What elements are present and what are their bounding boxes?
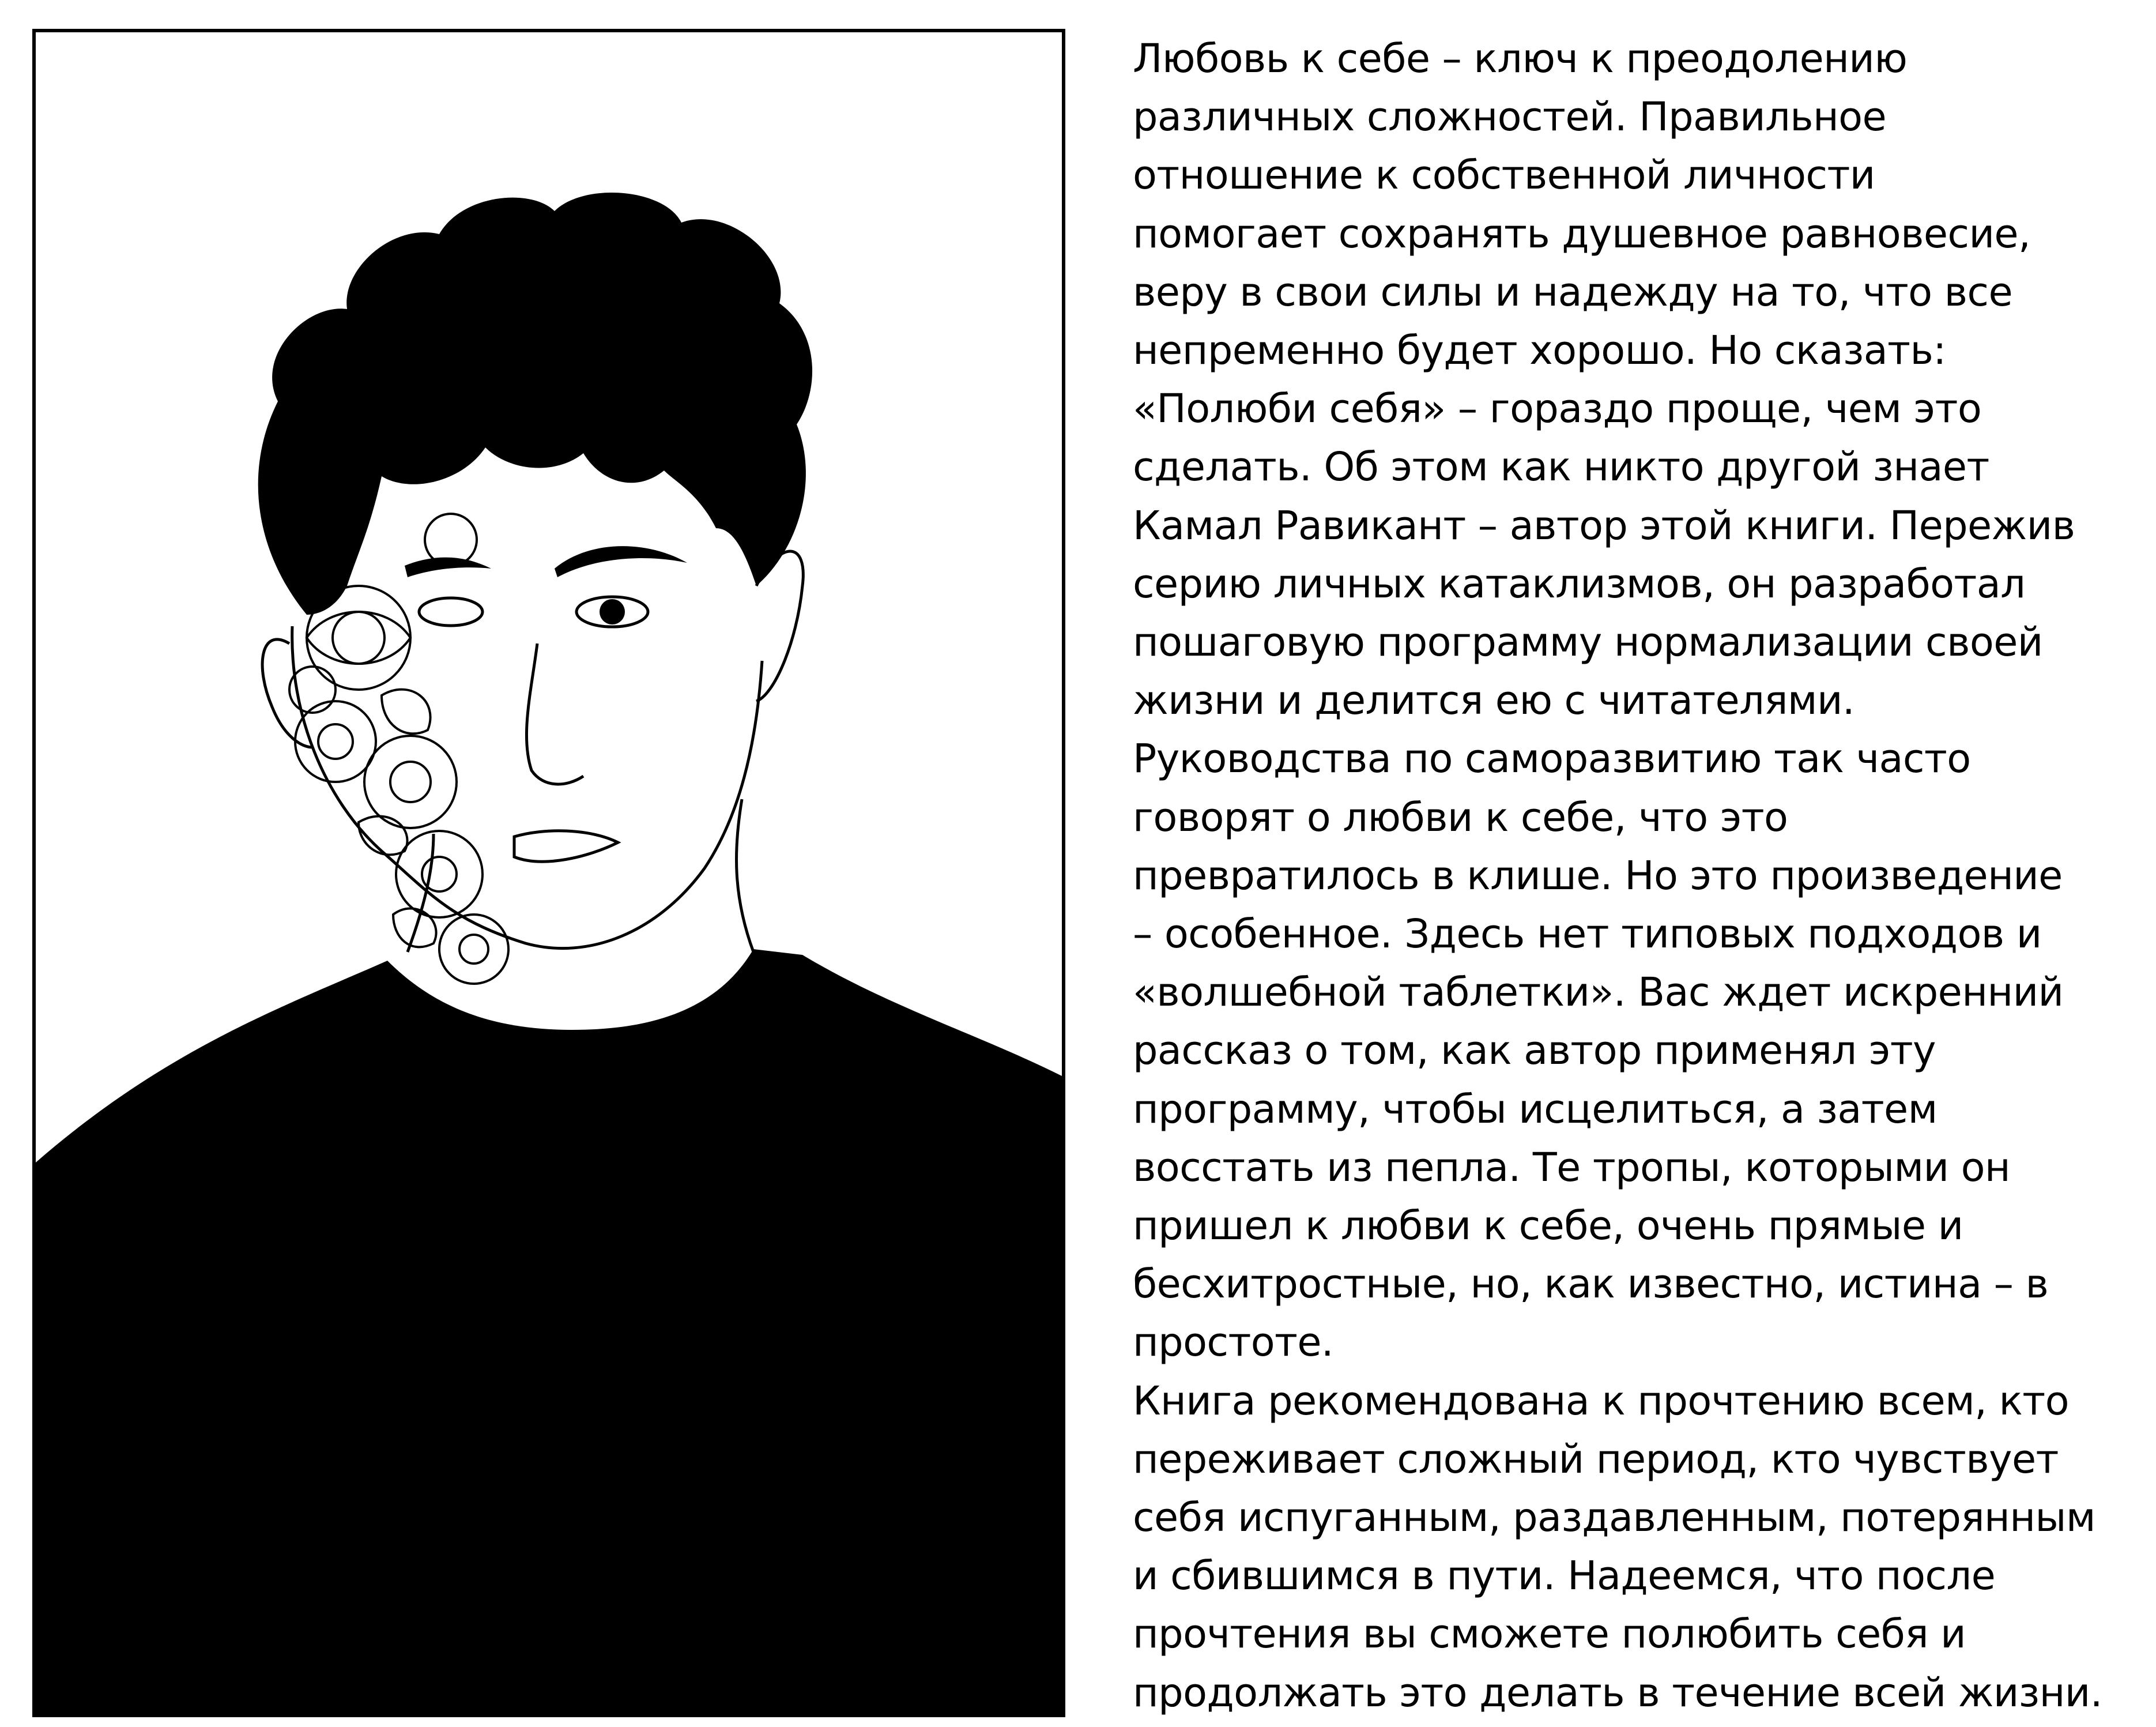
description-line: различных сложностей. Правильное [1133, 94, 1887, 141]
lips [514, 831, 618, 861]
left-ear [262, 639, 312, 747]
eyebrow-right [555, 546, 687, 577]
description-line: восстать из пепла. Те тропы, которыми он [1133, 1144, 2011, 1191]
eye-left [419, 598, 483, 626]
description-line: говорят о любви к себе, что это [1133, 794, 1788, 841]
description-line: пошаговую программу нормализации своей [1133, 619, 2043, 666]
description-line: бесхитростные, но, как известно, истина – в [1133, 1261, 2049, 1308]
description-line: «волшебной таблетки». Вас ждет искренний [1133, 969, 2064, 1016]
eyebrow-left [405, 558, 491, 577]
neck-outline [408, 799, 753, 952]
description-line: переживает сложный период, кто чувствует [1133, 1436, 2059, 1483]
description-line: помогает сохранять душевное равновесие, [1133, 210, 2031, 257]
book-description [1133, 30, 2136, 1722]
description-line: превратилось в клише. Но это произведение [1133, 852, 2063, 899]
portrait-illustration [32, 29, 1065, 1717]
description-line: сделать. Об этом как никто другой знает [1133, 444, 1989, 491]
description-line: – особенное. Здесь нет типовых подходов и [1133, 911, 2042, 958]
description-line: Камал Равикант – автор этой книги. Пережив [1133, 502, 2075, 549]
hair [258, 193, 812, 615]
description-line: Руководства по саморазвитию так часто [1133, 736, 1971, 782]
description-line: и сбившимся в пути. Надеемся, что после [1133, 1553, 1996, 1600]
description-line: жизни и делится ею с читателями. [1133, 678, 1855, 724]
description-line: веру в свои силы и надежду на то, что все [1133, 269, 2012, 315]
face-outline [292, 626, 762, 949]
description-line: отношение к собственной личности [1133, 152, 1875, 199]
description-line: Любовь к себе – ключ к преодолению [1133, 36, 1908, 82]
nose [526, 644, 583, 784]
description-line: простоте. [1133, 1319, 1334, 1366]
description-line: «Полюби себя» – гораздо проще, чем это [1133, 386, 1982, 432]
description-line: непременно будет хорошо. Но сказать: [1133, 328, 1946, 374]
description-line: Книга рекомендована к прочтению всем, кто [1133, 1378, 2069, 1424]
description-line: программу, чтобы исцелиться, а затем [1133, 1086, 1938, 1132]
black-tshirt [36, 949, 1062, 1714]
description-line: прочтения вы сможете полюбить себя и [1133, 1611, 1966, 1658]
description-line: пришел к любви к себе, очень прямые и [1133, 1203, 1963, 1250]
description-line: рассказ о том, как автор применял эту [1133, 1028, 1936, 1074]
iris-right [600, 599, 625, 624]
description-line: себя испуганным, раздавленным, потерянным [1133, 1495, 2095, 1541]
description-line: продолжать это делать в течение всей жизни. [1133, 1669, 2102, 1716]
description-line: серию личных катаклизмов, он разработал [1133, 560, 2026, 607]
